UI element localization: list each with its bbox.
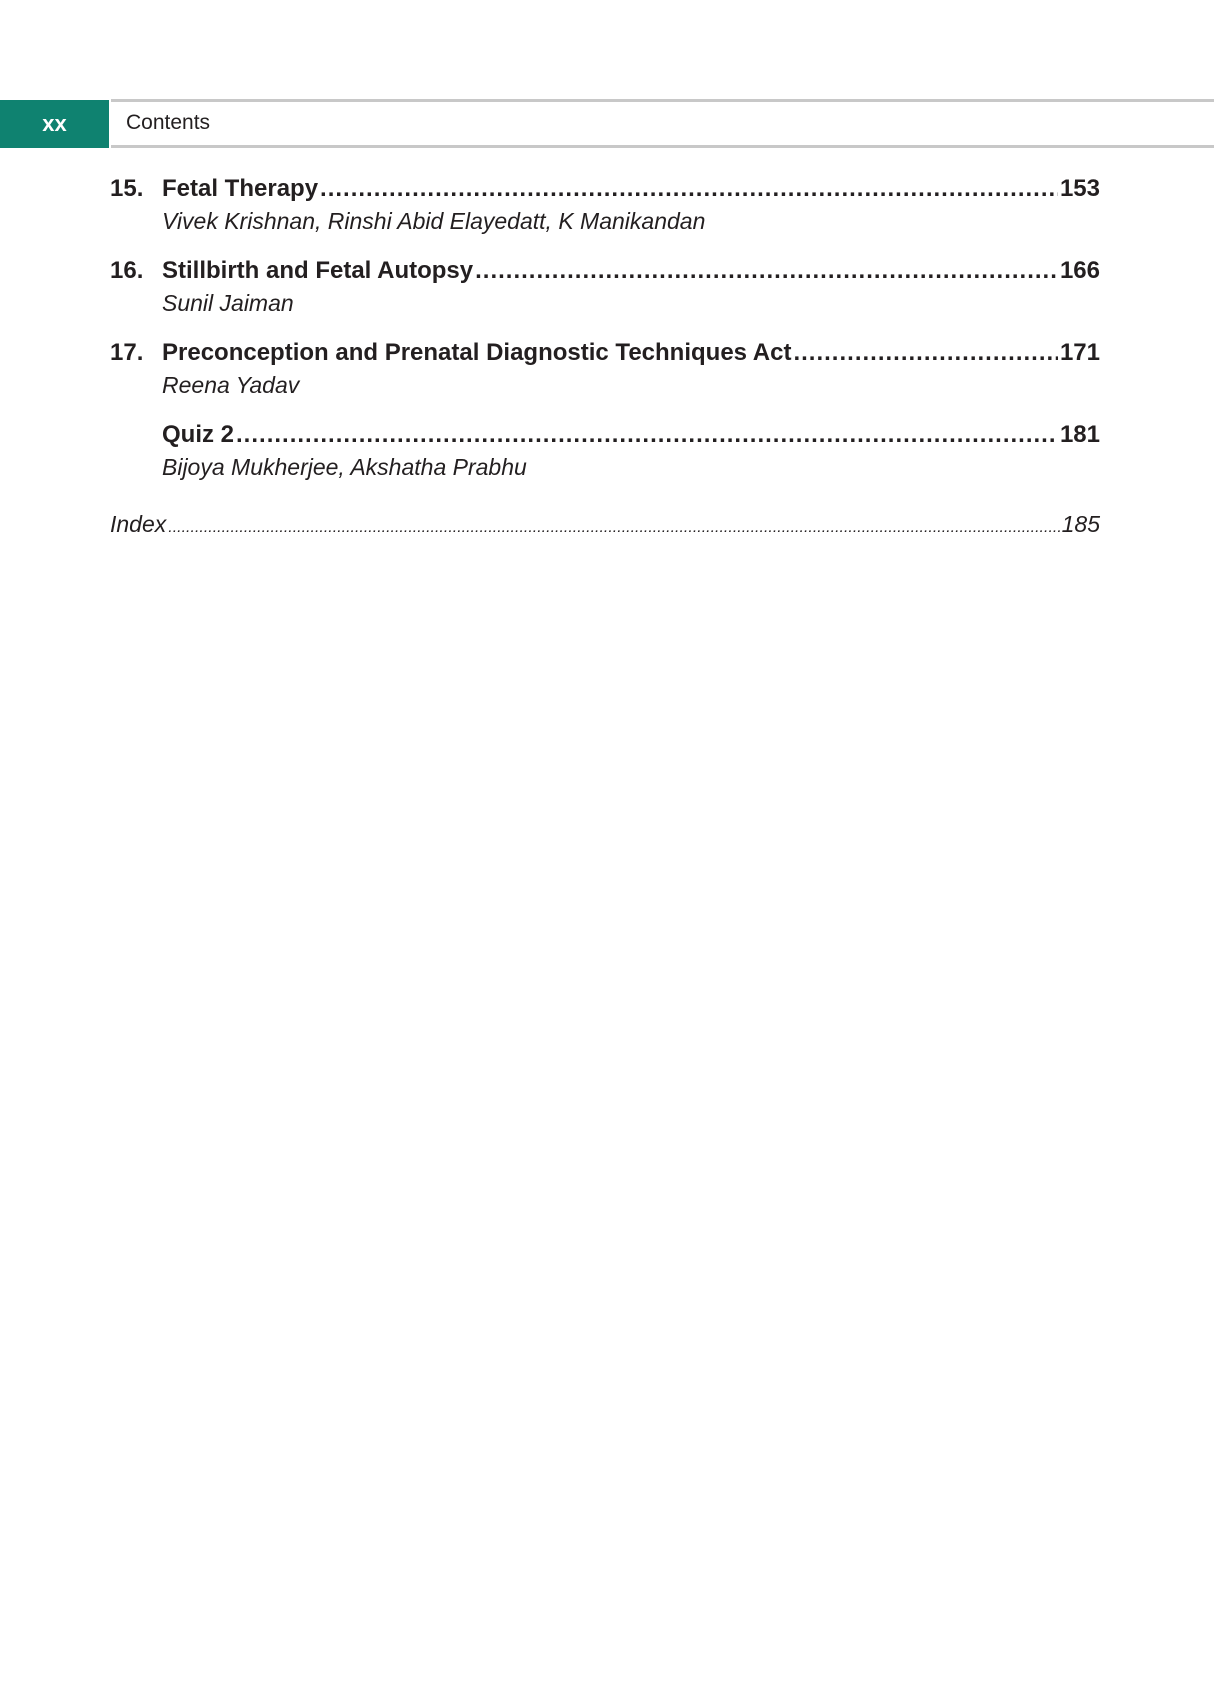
dot-leader [320,172,1058,206]
chapter-page: 181 [1059,421,1100,448]
header-rule-top [111,99,1214,102]
index-page: 185 [1061,511,1100,537]
chapter-page: 171 [1059,339,1100,366]
dot-leader [793,336,1057,370]
chapter-title: Quiz 2 [162,421,235,448]
chapter-title: Preconception and Prenatal Diagnostic Techniques Act [162,339,792,366]
dot-leader [236,418,1058,452]
toc-entry-15[interactable] [110,172,1100,236]
chapter-title: Stillbirth and Fetal Autopsy [162,257,474,284]
index-label: Index [110,511,167,537]
toc-entry-quiz-2[interactable] [110,418,1100,482]
toc-entry-heading [110,336,1100,370]
table-of-contents [110,172,1100,544]
dot-leader [168,508,1059,544]
page-number: xx [42,111,67,136]
chapter-authors: Vivek Krishnan, Rinshi Abid Elayedatt, K Manikandan [162,208,706,234]
toc-entry-index[interactable] [110,508,1100,544]
page-number-badge [0,100,109,148]
chapter-number: 16. [110,257,144,284]
running-header-title: Contents [126,111,211,134]
dot-leader [475,254,1058,288]
chapter-number: 15. [110,175,144,202]
chapter-page: 166 [1059,257,1100,284]
chapter-number: 17. [110,339,144,366]
chapter-authors: Bijoya Mukherjee, Akshatha Prabhu [162,454,527,480]
toc-entry-heading [110,418,1100,452]
running-header [0,98,1214,148]
toc-entry-heading [110,254,1100,288]
chapter-page: 153 [1059,175,1100,202]
header-rule-bottom [111,145,1214,148]
chapter-authors: Reena Yadav [162,372,300,398]
toc-entry-16[interactable] [110,254,1100,318]
chapter-authors: Sunil Jaiman [162,290,294,316]
toc-entry-17[interactable] [110,336,1100,400]
chapter-title: Fetal Therapy [162,175,319,202]
toc-entry-heading [110,172,1100,206]
